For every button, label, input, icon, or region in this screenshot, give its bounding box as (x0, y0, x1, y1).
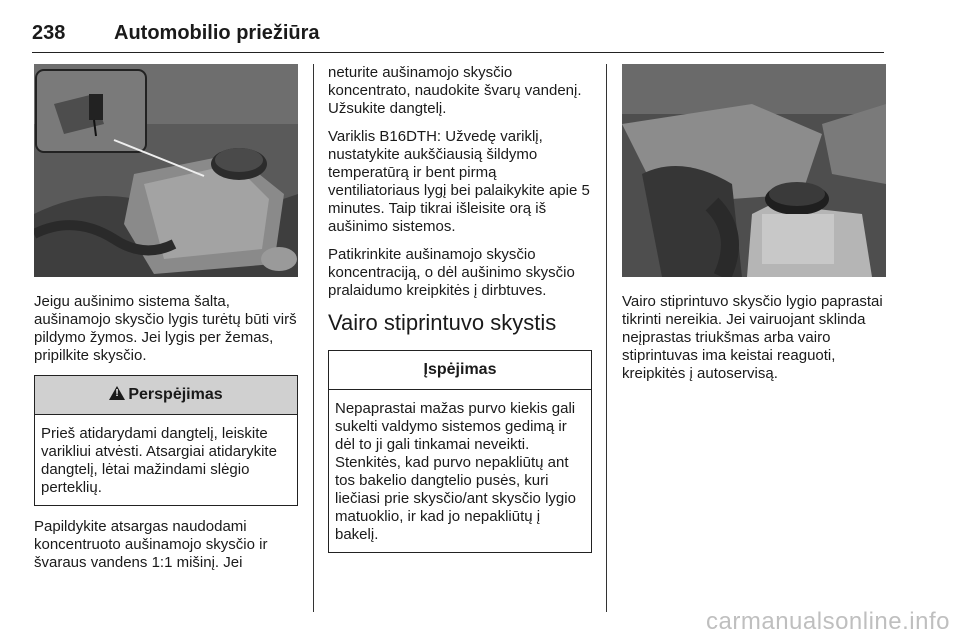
watermark: carmanualsonline.info (706, 608, 950, 635)
column-left (34, 64, 298, 582)
section-heading: Vairo stiprintuvo skystis (328, 310, 557, 335)
warning-box (34, 375, 298, 506)
page-number: 238 (32, 22, 66, 44)
paragraph: Variklis B16DTH: Užvedę variklį, nustatykite aukščiausią šildymo temperatūrą ir bent pirmą ventiliatoriaus lygį bei palaikykite apie 5 minutes. Taip tikrai išleisite orą iš aušinimo sistemos. (328, 128, 590, 235)
column-right (622, 64, 886, 393)
paragraph: neturite aušinamojo skysčio koncentrato, naudokite švarų vandenį. Užsukite dangtelį. (328, 64, 582, 117)
warning-box-title (35, 376, 297, 415)
notice-box-title: Įspėjimas (329, 351, 591, 390)
column-middle (328, 64, 592, 565)
notice-box-text: Nepaprastai mažas purvo kiekis gali sukelti valdymo sistemos gedimą ir dėl to ji gali tinkamai neveikti. Stenkitės, kad purvo nepakliūtų ant tos bakelio dangtelio pusės, kuri liečiasi prie skysčio/ant skysčio lygio matuoklio, ir kad jo nepakliūtų į bakelį. (335, 400, 576, 543)
paragraph: Patikrinkite aušinamojo skysčio koncentraciją, o dėl aušinimo skysčio pralaidumo kreipkitės į dirbtuves. (328, 246, 575, 299)
warning-title-text: Perspėjimas (128, 386, 223, 403)
page-header (32, 18, 884, 53)
warning-box-text: Prieš atidarydami dangtelį, leiskite varikliui atvėsti. Atsargiai atidarykite dangtelį, lėtai mažindami slėgio perteklių. (41, 425, 277, 496)
power-steering-reservoir-photo (622, 64, 886, 277)
column-divider (313, 64, 314, 612)
paragraph: Vairo stiprintuvo skysčio lygio paprastai tikrinti nereikia. Jei vairuojant sklinda neįprastas triukšmas arba vairo stiprintuvas ima keistai reaguoti, kreipkitės į autoservisą. (622, 293, 883, 382)
page-title: Automobilio priežiūra (114, 22, 320, 44)
notice-box (328, 350, 592, 553)
column-divider (606, 64, 607, 612)
paragraph: Papildykite atsargas naudodami koncentruoto aušinamojo skysčio ir švaraus vandens 1:1 mišinį. Jei (34, 518, 268, 571)
coolant-reservoir-photo (34, 64, 298, 277)
paragraph: Jeigu aušinimo sistema šalta, aušinamojo skysčio lygis turėtų būti virš pildymo žymos. Jei lygis per žemas, pripilkite skysčio. (34, 293, 297, 364)
warning-triangle-icon (109, 386, 125, 400)
